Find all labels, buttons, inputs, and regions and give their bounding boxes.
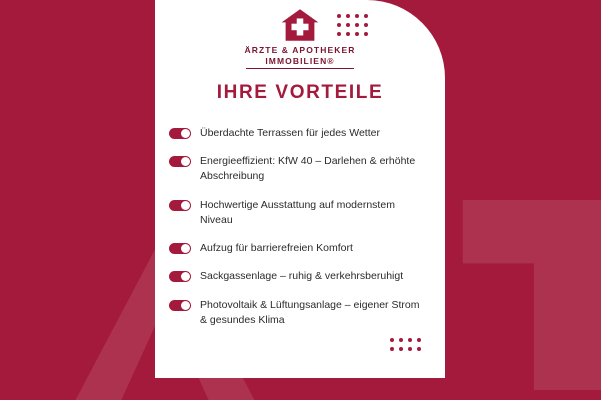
list-item	[169, 126, 431, 141]
content-card	[155, 0, 445, 378]
list-item-label: Photovoltaik & Lüftungsanlage – eigener Strom & gesundes Klima	[200, 298, 420, 326]
list-item	[169, 298, 431, 328]
list-item	[169, 154, 431, 184]
toggle-on-icon[interactable]	[169, 156, 191, 167]
list-item	[169, 198, 431, 228]
list-item-label: Aufzug für barrierefreien Komfort	[200, 242, 353, 255]
list-item-label: Hochwertige Ausstattung auf modernstem Niveau	[200, 198, 395, 226]
house-with-cross-icon	[280, 8, 320, 42]
benefits-list	[169, 126, 431, 341]
watermark-chevron-icon	[441, 200, 601, 390]
list-item-label: Energieeffizient: KfW 40 – Darlehen & erhöhte Abschreibung	[200, 155, 416, 183]
list-item	[169, 269, 431, 284]
list-item	[169, 241, 431, 256]
toggle-on-icon[interactable]	[169, 271, 191, 282]
logo-divider	[246, 68, 354, 69]
toggle-on-icon[interactable]	[169, 243, 191, 254]
logo-line-1: ÄRZTE & APOTHEKER	[244, 45, 356, 55]
list-item-label: Überdachte Terrassen für jedes Wetter	[200, 127, 380, 139]
dot-grid-bottom	[390, 338, 421, 351]
brand-logo	[225, 8, 375, 69]
toggle-on-icon[interactable]	[169, 128, 191, 139]
toggle-on-icon[interactable]	[169, 300, 191, 311]
page-title: IHRE VORTEILE	[216, 82, 384, 103]
logo-line-2: IMMOBILIEN®	[265, 55, 335, 66]
toggle-on-icon[interactable]	[169, 200, 191, 211]
list-item-label: Sackgassenlage – ruhig & verkehrsberuhigt	[200, 270, 404, 283]
